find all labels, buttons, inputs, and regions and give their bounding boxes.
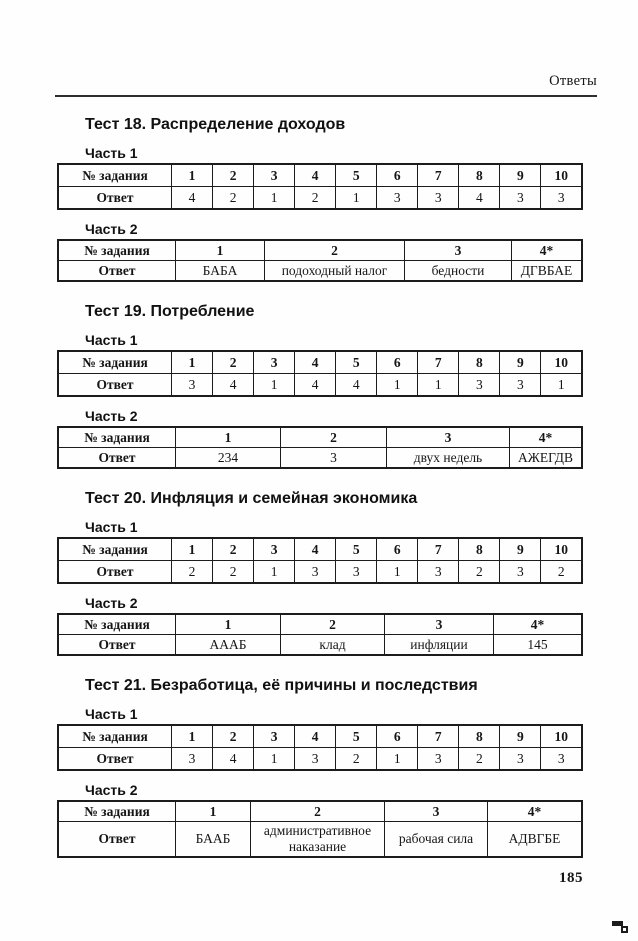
task-number-cell: 10 xyxy=(541,725,582,748)
answer-cell: 4 xyxy=(459,187,500,210)
task-number-cell: 1 xyxy=(172,351,213,374)
answer-row xyxy=(58,261,582,282)
task-number-cell: 1 xyxy=(172,164,213,187)
row-label-tasks: № задания xyxy=(58,614,176,635)
answer-cell: 1 xyxy=(377,374,418,397)
answer-cell: 4 xyxy=(172,187,213,210)
answer-cell: 2 xyxy=(213,561,254,584)
part1-label: Часть 1 xyxy=(85,145,138,161)
answer-cell: двух недель xyxy=(387,448,510,469)
scan-artifact-box xyxy=(621,926,628,933)
answer-cell: 3 xyxy=(418,187,459,210)
task-number-cell: 10 xyxy=(541,351,582,374)
task-number-cell: 5 xyxy=(336,538,377,561)
task-number-cell: 9 xyxy=(500,164,541,187)
task-number-row xyxy=(58,725,582,748)
answer-cell: 4 xyxy=(295,374,336,397)
answer-cell: 4 xyxy=(336,374,377,397)
task-number-cell: 2 xyxy=(265,240,405,261)
part2-label: Часть 2 xyxy=(85,782,138,798)
answer-cell: 3 xyxy=(459,374,500,397)
task-number-cell: 7 xyxy=(418,538,459,561)
task-number-cell: 9 xyxy=(500,351,541,374)
task-number-cell: 5 xyxy=(336,164,377,187)
row-label-answer: Ответ xyxy=(58,822,176,858)
task-number-cell: 4 xyxy=(295,164,336,187)
task-number-cell: 4 xyxy=(295,725,336,748)
test-section xyxy=(57,677,583,858)
task-number-row xyxy=(58,427,582,448)
task-number-cell: 3 xyxy=(385,614,494,635)
task-number-cell: 1 xyxy=(176,427,281,448)
answer-row xyxy=(58,748,582,771)
task-number-cell: 9 xyxy=(500,538,541,561)
part2-answers-table xyxy=(57,800,583,858)
answer-cell: 3 xyxy=(500,187,541,210)
part2-label: Часть 2 xyxy=(85,221,138,237)
answer-cell: 1 xyxy=(541,374,582,397)
task-number-cell: 8 xyxy=(459,351,500,374)
answer-cell: 1 xyxy=(254,561,295,584)
part1-answers-table xyxy=(57,537,583,584)
answer-cell: 1 xyxy=(377,748,418,771)
task-number-cell: 5 xyxy=(336,725,377,748)
task-number-cell: 4* xyxy=(488,801,583,822)
answer-cell: 1 xyxy=(336,187,377,210)
answer-cell: 3 xyxy=(172,748,213,771)
answer-cell: 1 xyxy=(254,187,295,210)
answer-cell: 3 xyxy=(500,561,541,584)
task-number-cell: 1 xyxy=(176,240,265,261)
task-number-cell: 10 xyxy=(541,164,582,187)
answer-cell: 2 xyxy=(541,561,582,584)
task-number-cell: 3 xyxy=(405,240,512,261)
part2-answers-table xyxy=(57,613,583,656)
answer-cell: 1 xyxy=(418,374,459,397)
part1-label: Часть 1 xyxy=(85,706,138,722)
task-number-cell: 8 xyxy=(459,725,500,748)
row-label-answer: Ответ xyxy=(58,187,172,210)
test-section xyxy=(57,303,583,469)
answer-cell: БАБА xyxy=(176,261,265,282)
answer-cell: 2 xyxy=(213,187,254,210)
running-head: Ответы xyxy=(549,73,597,89)
answer-cell: 3 xyxy=(377,187,418,210)
answer-cell: 3 xyxy=(281,448,387,469)
row-label-answer: Ответ xyxy=(58,748,172,771)
part2-answers-table xyxy=(57,239,583,282)
row-label-tasks: № задания xyxy=(58,240,176,261)
task-number-row xyxy=(58,240,582,261)
answer-cell: подоходный налог xyxy=(265,261,405,282)
answer-cell: 1 xyxy=(254,374,295,397)
row-label-answer: Ответ xyxy=(58,261,176,282)
answer-row xyxy=(58,448,582,469)
task-number-cell: 6 xyxy=(377,351,418,374)
answer-cell: клад xyxy=(281,635,385,656)
part2-answers-table xyxy=(57,426,583,469)
answer-row xyxy=(58,374,582,397)
task-number-cell: 3 xyxy=(254,725,295,748)
task-number-cell: 3 xyxy=(385,801,488,822)
row-label-tasks: № задания xyxy=(58,538,172,561)
answer-cell: 3 xyxy=(172,374,213,397)
answer-cell: 4 xyxy=(213,748,254,771)
answer-cell: 3 xyxy=(418,561,459,584)
test-section xyxy=(57,116,583,282)
row-label-answer: Ответ xyxy=(58,448,176,469)
answer-cell: 2 xyxy=(172,561,213,584)
answer-cell: АААБ xyxy=(176,635,281,656)
row-label-tasks: № задания xyxy=(58,427,176,448)
test-title: Тест 18. Распределение доходов xyxy=(85,116,346,133)
answer-cell: 2 xyxy=(295,187,336,210)
answer-cell: 145 xyxy=(494,635,583,656)
task-number-cell: 8 xyxy=(459,538,500,561)
task-number-cell: 3 xyxy=(254,351,295,374)
task-number-cell: 2 xyxy=(213,725,254,748)
task-number-cell: 7 xyxy=(418,164,459,187)
answer-row xyxy=(58,635,582,656)
task-number-cell: 1 xyxy=(172,725,213,748)
answer-cell: 3 xyxy=(541,748,582,771)
test-title: Тест 21. Безработица, её причины и последствия xyxy=(85,677,478,694)
task-number-cell: 1 xyxy=(176,801,251,822)
page-content xyxy=(57,116,583,887)
answer-cell: инфляции xyxy=(385,635,494,656)
task-number-cell: 2 xyxy=(281,427,387,448)
answer-cell: 3 xyxy=(295,748,336,771)
part1-label: Часть 1 xyxy=(85,332,138,348)
task-number-cell: 4* xyxy=(494,614,583,635)
task-number-cell: 3 xyxy=(254,538,295,561)
scan-artifact-icon xyxy=(612,921,630,935)
task-number-cell: 7 xyxy=(418,351,459,374)
part1-answers-table xyxy=(57,724,583,771)
answer-cell: 3 xyxy=(500,374,541,397)
answer-cell: ДГВБАЕ xyxy=(512,261,583,282)
answer-cell: 1 xyxy=(377,561,418,584)
task-number-cell: 4 xyxy=(295,351,336,374)
task-number-cell: 3 xyxy=(387,427,510,448)
task-number-cell: 2 xyxy=(281,614,385,635)
task-number-cell: 5 xyxy=(336,351,377,374)
task-number-cell: 1 xyxy=(176,614,281,635)
task-number-row xyxy=(58,801,582,822)
task-number-row xyxy=(58,614,582,635)
answer-row xyxy=(58,561,582,584)
answer-cell: рабочая сила xyxy=(385,822,488,858)
row-label-tasks: № задания xyxy=(58,801,176,822)
task-number-row xyxy=(58,164,582,187)
task-number-cell: 4* xyxy=(510,427,583,448)
task-number-cell: 6 xyxy=(377,538,418,561)
task-number-cell: 2 xyxy=(213,538,254,561)
row-label-tasks: № задания xyxy=(58,351,172,374)
answer-cell: 4 xyxy=(213,374,254,397)
task-number-cell: 4 xyxy=(295,538,336,561)
answer-row xyxy=(58,822,582,858)
part1-answers-table xyxy=(57,350,583,397)
answer-cell: 2 xyxy=(459,561,500,584)
row-label-answer: Ответ xyxy=(58,635,176,656)
task-number-cell: 2 xyxy=(213,164,254,187)
answer-cell: бедности xyxy=(405,261,512,282)
test-title: Тест 19. Потребление xyxy=(85,303,255,320)
task-number-cell: 6 xyxy=(377,164,418,187)
task-number-cell: 1 xyxy=(172,538,213,561)
part1-label: Часть 1 xyxy=(85,519,138,535)
task-number-row xyxy=(58,351,582,374)
row-label-tasks: № задания xyxy=(58,725,172,748)
answer-cell: 3 xyxy=(336,561,377,584)
task-number-cell: 9 xyxy=(500,725,541,748)
answer-cell: 3 xyxy=(418,748,459,771)
answer-cell: 3 xyxy=(541,187,582,210)
answer-cell: 1 xyxy=(254,748,295,771)
task-number-cell: 7 xyxy=(418,725,459,748)
task-number-row xyxy=(58,538,582,561)
test-title: Тест 20. Инфляция и семейная экономика xyxy=(85,490,418,507)
answer-cell: АЖЕГДВ xyxy=(510,448,583,469)
task-number-cell: 3 xyxy=(254,164,295,187)
task-number-cell: 10 xyxy=(541,538,582,561)
row-label-tasks: № задания xyxy=(58,164,172,187)
test-section xyxy=(57,490,583,656)
answer-cell: 234 xyxy=(176,448,281,469)
answer-cell: АДВГБЕ xyxy=(488,822,583,858)
row-label-answer: Ответ xyxy=(58,374,172,397)
part2-label: Часть 2 xyxy=(85,595,138,611)
answer-cell: 3 xyxy=(295,561,336,584)
answer-cell: 2 xyxy=(336,748,377,771)
header-rule xyxy=(55,95,597,97)
part1-answers-table xyxy=(57,163,583,210)
answer-cell: 3 xyxy=(500,748,541,771)
answer-cell: административное наказание xyxy=(251,822,385,858)
answer-cell: БААБ xyxy=(176,822,251,858)
task-number-cell: 6 xyxy=(377,725,418,748)
answer-cell: 2 xyxy=(459,748,500,771)
task-number-cell: 8 xyxy=(459,164,500,187)
task-number-cell: 2 xyxy=(251,801,385,822)
task-number-cell: 4* xyxy=(512,240,583,261)
page-number: 185 xyxy=(559,870,583,886)
tests-container xyxy=(57,116,583,858)
answer-row xyxy=(58,187,582,210)
part2-label: Часть 2 xyxy=(85,408,138,424)
row-label-answer: Ответ xyxy=(58,561,172,584)
task-number-cell: 2 xyxy=(213,351,254,374)
